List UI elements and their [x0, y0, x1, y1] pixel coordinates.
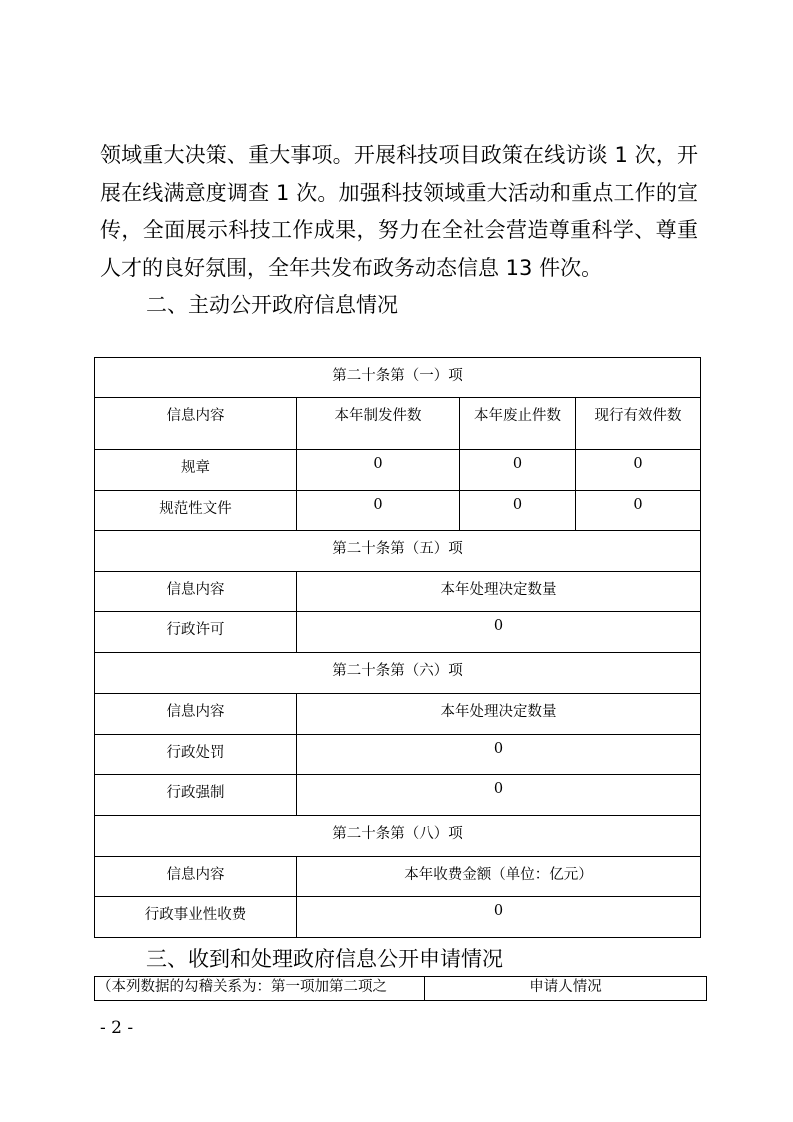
paragraph-line: 人才的良好氛围，全年共发布政务动态信息 13 件次。	[100, 255, 603, 280]
table-row	[95, 897, 701, 938]
header-cell: 本年处理决定数量	[297, 694, 701, 735]
table-cell: 0	[297, 775, 701, 816]
header-cell: 信息内容	[95, 572, 297, 612]
header-cell: 本年制发件数	[297, 398, 460, 450]
table-cell: 0	[297, 897, 701, 938]
header-cell: 本年收费金额（单位：亿元）	[297, 857, 701, 897]
table-cell: 0	[460, 450, 576, 491]
table-cell: 0	[297, 612, 701, 653]
table-cell: 0	[297, 491, 460, 531]
disclosure-table	[94, 357, 701, 938]
header-cell: 信息内容	[95, 694, 297, 735]
paragraph-line: 传，全面展示科技工作成果，努力在全社会营造尊重科学、尊重	[100, 218, 698, 242]
table-cell: 0	[576, 491, 701, 531]
paragraph-line: 领域重大决策、重大事项。开展科技项目政策在线访谈 1 次，开	[100, 143, 698, 167]
table-section-row	[95, 653, 701, 694]
table-row	[95, 491, 701, 531]
row-label: 行政强制	[95, 775, 297, 816]
header-cell: 信息内容	[95, 398, 297, 450]
section-title-article20-6: 第二十条第（六）项	[95, 653, 701, 694]
section-title-article20-1: 第二十条第（一）项	[95, 358, 701, 398]
header-cell: 本年处理决定数量	[297, 572, 701, 612]
table-row	[95, 735, 701, 775]
row-label: 规范性文件	[95, 491, 297, 531]
table-cell: 0	[576, 450, 701, 491]
body-paragraph	[100, 137, 698, 287]
table-row	[95, 775, 701, 816]
section-title-article20-8: 第二十条第（八）项	[95, 816, 701, 857]
table-header-row	[95, 398, 701, 450]
section-title-article20-5: 第二十条第（五）项	[95, 531, 701, 572]
table-row	[95, 612, 701, 653]
table-header-row	[95, 857, 701, 897]
header-cell: 本年废止件数	[460, 398, 576, 450]
table-cell: （本列数据的勾稽关系为：第一项加第二项之	[95, 977, 425, 1001]
table-cell: 0	[297, 735, 701, 775]
table-section-row	[95, 816, 701, 857]
row-label: 规章	[95, 450, 297, 491]
section-heading-applications: 三、收到和处理政府信息公开申请情况	[146, 947, 503, 971]
table-cell: 0	[297, 450, 460, 491]
paragraph-line: 展在线满意度调查 1 次。加强科技领域重大活动和重点工作的宣	[100, 180, 698, 205]
table-section-row	[95, 531, 701, 572]
application-table	[94, 976, 707, 1001]
table-section-row	[95, 358, 701, 398]
header-cell: 现行有效件数	[576, 398, 701, 450]
page-number: - 2 -	[100, 1018, 134, 1038]
table-row	[95, 450, 701, 491]
row-label: 行政事业性收费	[95, 897, 297, 938]
header-cell: 申请人情况	[425, 977, 707, 1001]
table-row	[95, 977, 707, 1001]
table-header-row	[95, 694, 701, 735]
row-label: 行政处罚	[95, 735, 297, 775]
row-label: 行政许可	[95, 612, 297, 653]
table-header-row	[95, 572, 701, 612]
table-cell: 0	[460, 491, 576, 531]
section-heading-active-disclosure: 二、主动公开政府信息情况	[146, 293, 398, 317]
header-cell: 信息内容	[95, 857, 297, 897]
